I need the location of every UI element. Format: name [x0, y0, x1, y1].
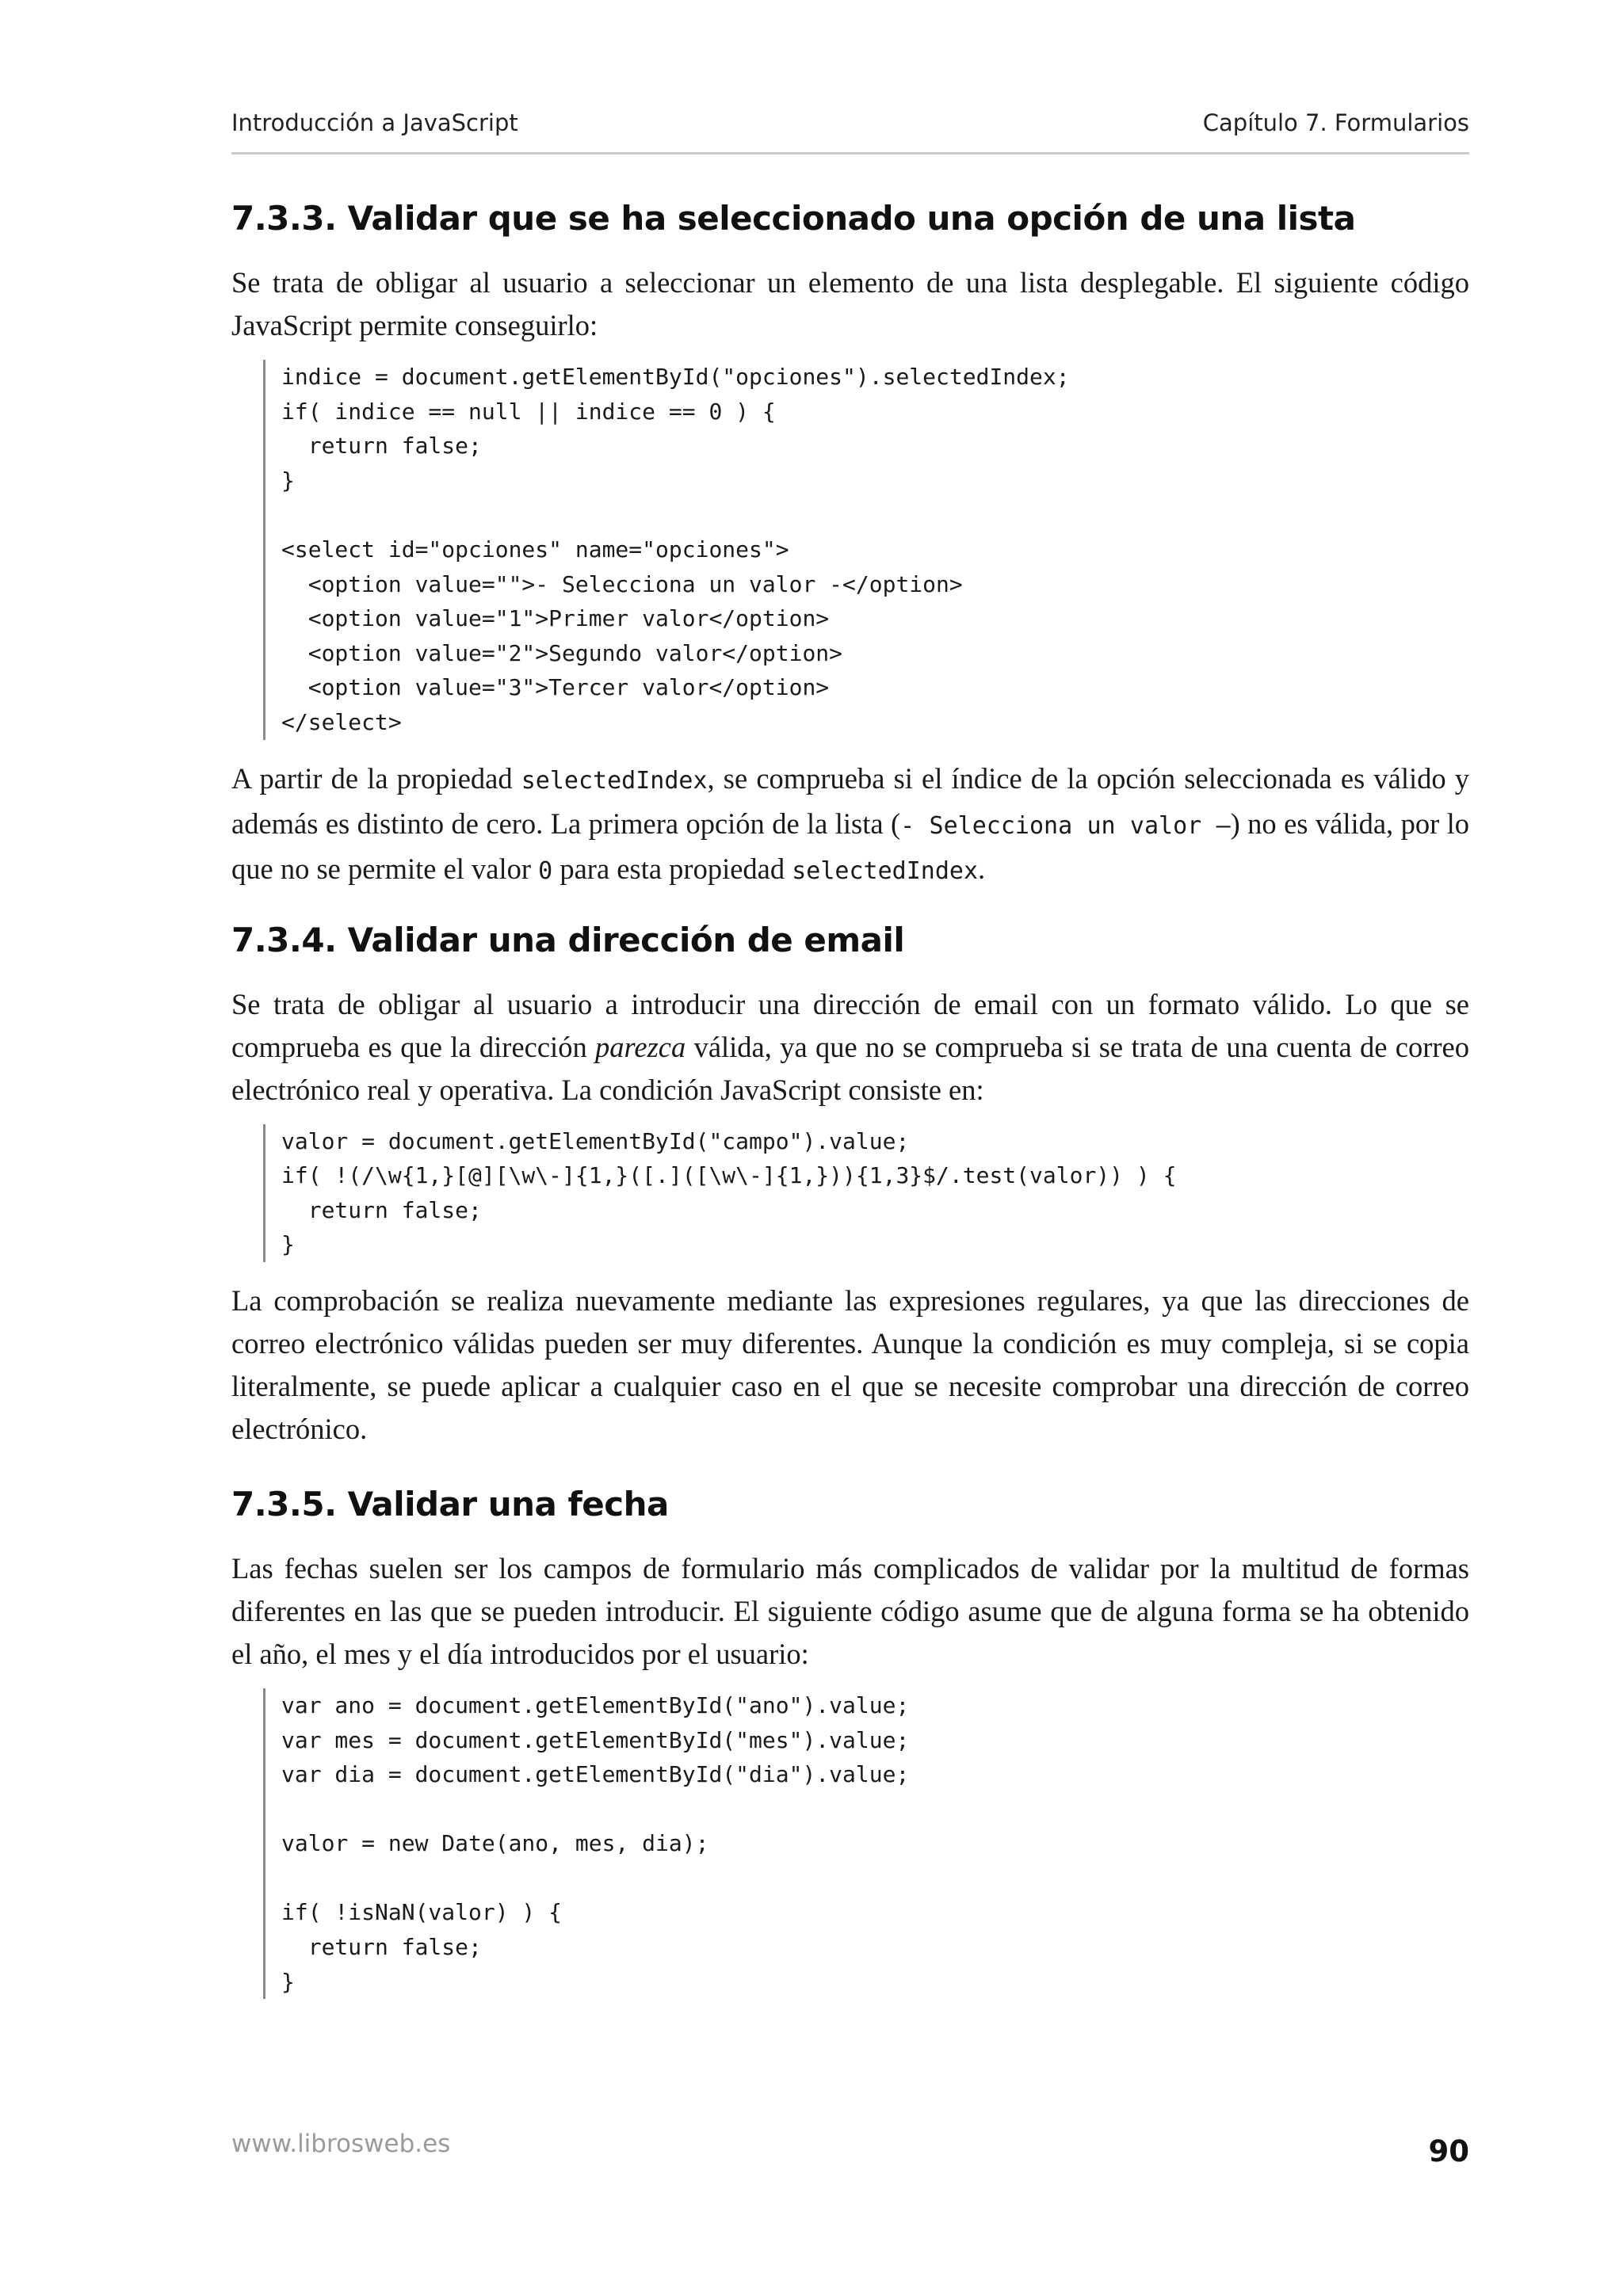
- inline-code: - Selecciona un valor –: [900, 811, 1231, 840]
- header-book-title: Introducción a JavaScript: [231, 109, 518, 136]
- document-page: [231, 0, 1469, 2296]
- page-header: [231, 109, 1469, 154]
- section-7-3-4-explanation: La comprobación se realiza nuevamente mediante las expresiones regulares, ya que las direcciones de correo electrónico válidas pueden ser muy diferentes. Aunque la condición es muy compleja, si se copia literalmente, se puede aplicar a cualquier caso en el que se necesite comprobar una dirección de correo electrónico.: [231, 1283, 1469, 1445]
- code-block-email-validation: valor = document.getElementById("campo").value; if( !(/\w{1,}[@][\w\-]{1,}([.]([\w\-]{1,})){1,3}$/.test(valor)) ) { return false; }: [263, 1124, 1469, 1262]
- section-7-3-3-explanation: A partir de la propiedad selectedIndex, se comprueba si el índice de la opción seleccionada es válido y además es distinto de cero. La primera opción de la lista (- Selecciona un valor –) no es válida, por lo que no se permite el valor 0 para esta propiedad selectedIndex.: [231, 761, 1470, 885]
- section-7-3-3-intro: Se trata de obligar al usuario a seleccionar un elemento de una lista desplegable. El siguiente código JavaScript permite conseguirlo:: [231, 266, 1469, 341]
- page-content: [231, 193, 1469, 1999]
- inline-code: 0: [538, 856, 553, 885]
- section-heading-7-3-4: 7.3.4. Validar una dirección de email: [231, 920, 905, 959]
- section-heading-7-3-3: 7.3.3. Validar que se ha seleccionado una opción de una lista: [231, 199, 1356, 238]
- inline-code: selectedIndex: [792, 856, 979, 885]
- section-7-3-4-intro: Se trata de obligar al usuario a introducir una dirección de email con un formato válido. Lo que se comprueba es que la dirección parezca válida, ya que no se comprueba si se trata de una cuenta de correo electrónico real y operativa. La condición JavaScript consiste en:: [231, 987, 1469, 1106]
- header-chapter-title: Capítulo 7. Formularios: [1202, 109, 1469, 136]
- page-number: 90: [1428, 2134, 1469, 2168]
- section-7-3-5-intro: Las fechas suelen ser los campos de formulario más complicados de validar por la multitud de formas diferentes en las que se pueden introducir. El siguiente código asume que de alguna forma se ha obtenido el año, el mes y el día introducidos por el usuario:: [231, 1551, 1469, 1670]
- code-block-select-validation: indice = document.getElementById("opciones").selectedIndex; if( indice == null || indice == 0 ) { return false; } <select id="opciones" name="opciones"> <option value="">- Selecciona un valor -</option> <option value="1">Primer valor</option> <option value="2">Segundo valor</option> <option value="3">Tercer valor</option> </select>: [263, 360, 1469, 740]
- footer-website: www.librosweb.es: [231, 2130, 451, 2158]
- emphasis: parezca: [595, 1030, 686, 1063]
- code-block-date-validation: var ano = document.getElementById("ano").value; var mes = document.getElementById("mes").value; var dia = document.getElementById("dia").value; valor = new Date(ano, mes, dia); if( !isNaN(valor) ) { return false; }: [263, 1688, 1469, 1999]
- inline-code: selectedIndex: [521, 766, 708, 795]
- section-heading-7-3-5: 7.3.5. Validar una fecha: [231, 1484, 669, 1524]
